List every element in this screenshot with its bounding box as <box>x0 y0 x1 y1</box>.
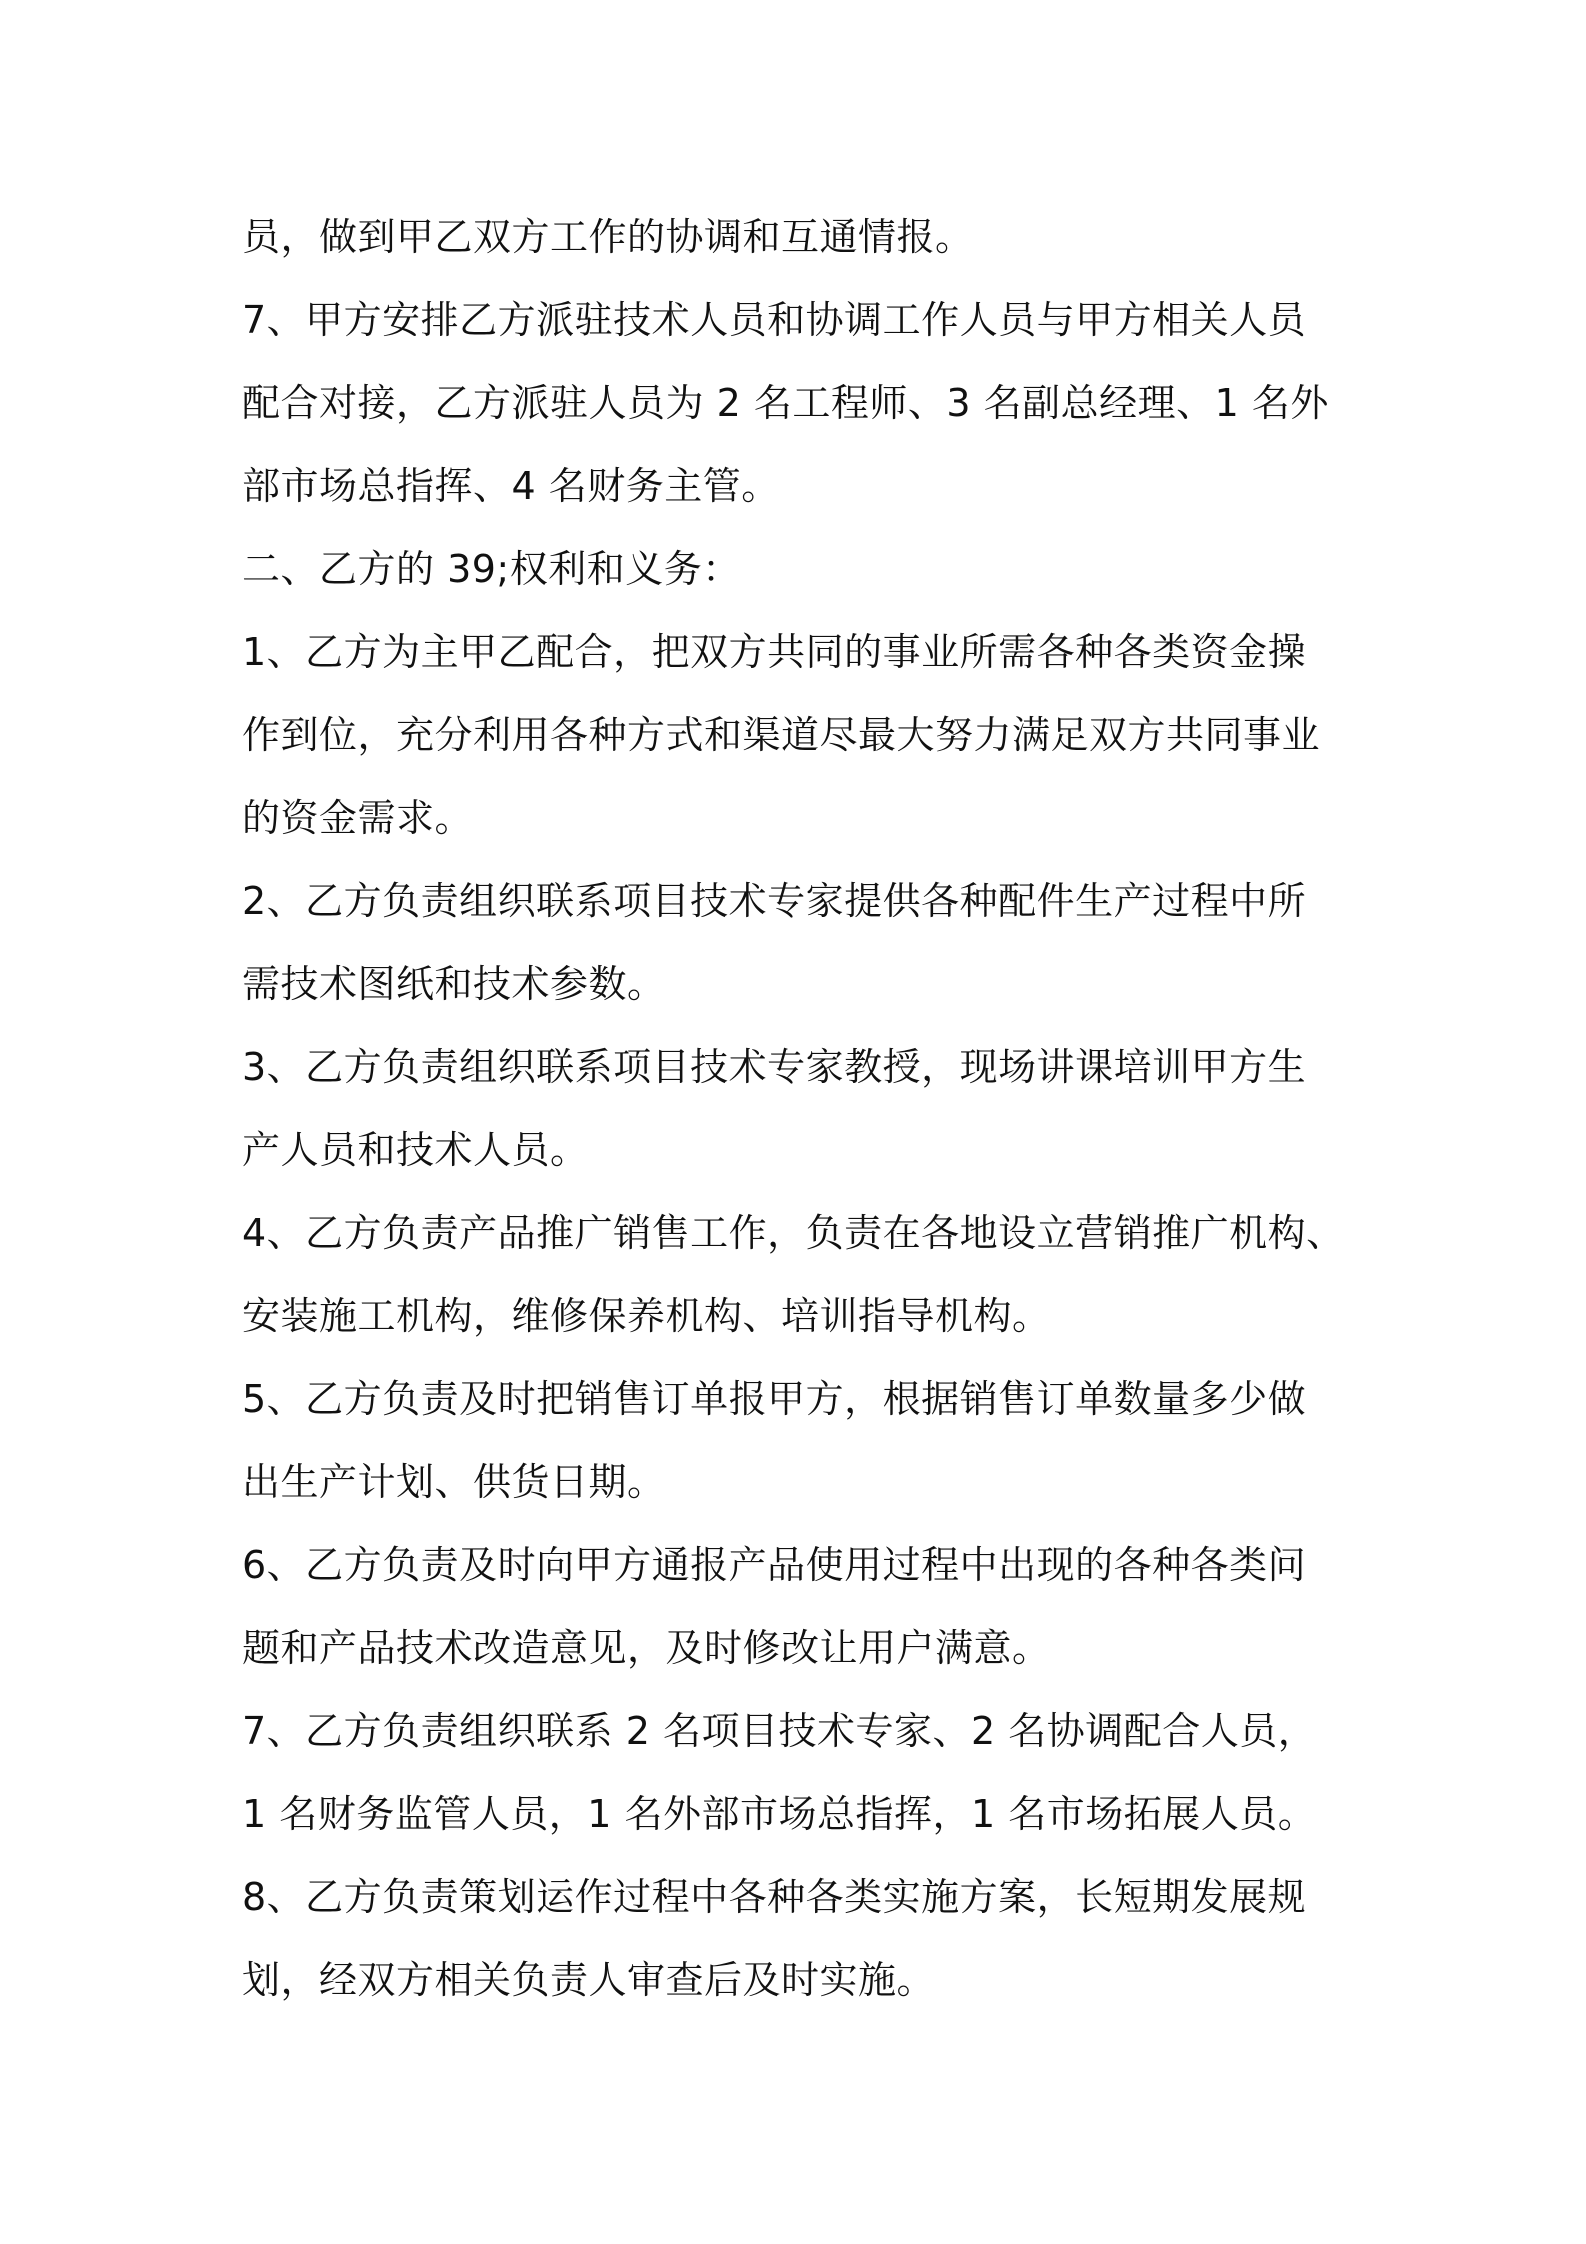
text-line: 5、乙方负责及时把销售订单报甲方，根据销售订单数量多少做 <box>242 1377 1307 1421</box>
text-line: 3、乙方负责组织联系项目技术专家教授，现场讲课培训甲方生 <box>242 1045 1307 1089</box>
text-line: 7、甲方安排乙方派驻技术人员和协调工作人员与甲方相关人员 <box>242 298 1307 342</box>
text-line: 作到位，充分利用各种方式和渠道尽最大努力满足双方共同事业 <box>242 713 1321 757</box>
text-line: 6、乙方负责及时向甲方通报产品使用过程中出现的各种各类问 <box>242 1543 1307 1587</box>
section-heading: 二、乙方的 39;权利和义务： <box>242 547 741 591</box>
text-line: 2、乙方负责组织联系项目技术专家提供各种配件生产过程中所 <box>242 879 1307 923</box>
text-line: 4、乙方负责产品推广销售工作，负责在各地设立营销推广机构、 <box>242 1211 1345 1255</box>
text-line: 1、乙方为主甲乙配合，把双方共同的事业所需各种各类资金操 <box>242 630 1307 674</box>
text-line: 的资金需求。 <box>242 796 474 840</box>
text-line: 7、乙方负责组织联系 2 名项目技术专家、2 名协调配合人员， <box>242 1709 1317 1753</box>
text-line: 划，经双方相关负责人审查后及时实施。 <box>242 1958 936 2002</box>
text-line: 产人员和技术人员。 <box>242 1128 589 1172</box>
document-body <box>242 196 1372 2022</box>
text-line: 出生产计划、供货日期。 <box>242 1460 666 1504</box>
text-line: 1 名财务监管人员，1 名外部市场总指挥，1 名市场拓展人员。 <box>242 1792 1317 1836</box>
text-line: 需技术图纸和技术参数。 <box>242 962 666 1006</box>
text-line: 8、乙方负责策划运作过程中各种各类实施方案，长短期发展规 <box>242 1875 1307 1919</box>
text-line: 员，做到甲乙双方工作的协调和互通情报。 <box>242 215 974 259</box>
text-line: 配合对接，乙方派驻人员为 2 名工程师、3 名副总经理、1 名外 <box>242 381 1329 425</box>
text-line: 题和产品技术改造意见，及时修改让用户满意。 <box>242 1626 1051 1670</box>
text-line: 部市场总指挥、4 名财务主管。 <box>242 464 780 508</box>
text-line: 安装施工机构，维修保养机构、培训指导机构。 <box>242 1294 1051 1338</box>
